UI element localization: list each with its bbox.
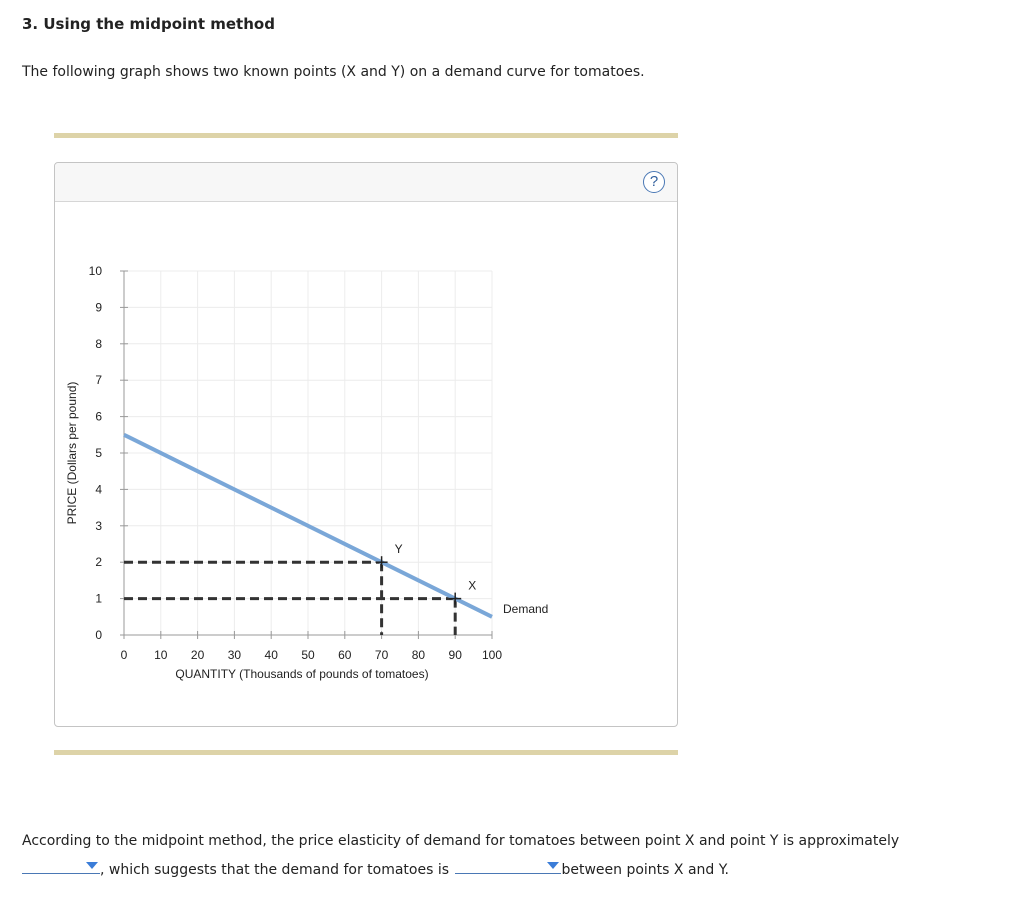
x-tick-label: 20: [190, 648, 205, 662]
bottom-divider: [54, 750, 678, 755]
top-divider: [54, 133, 678, 138]
y-tick-label: 5: [95, 446, 102, 460]
y-tick-label: 9: [95, 300, 102, 315]
x-tick-label: 100: [481, 648, 503, 662]
y-tick-label: 4: [95, 482, 102, 497]
y-tick-label: 6: [95, 409, 102, 424]
x-tick-label: 50: [301, 648, 315, 662]
intro-text: The following graph shows two known points (X and Y) on a demand curve for tomatoes.: [22, 64, 645, 80]
y-axis-title: PRICE (Dollars per pound): [65, 381, 79, 525]
y-tick-label: 7: [95, 373, 102, 388]
y-tick-label: 8: [95, 336, 102, 351]
help-button[interactable]: ?: [643, 171, 665, 193]
x-tick-label: 60: [338, 648, 352, 662]
y-tick-label: 2: [95, 555, 102, 570]
chevron-down-icon: [86, 862, 98, 869]
demand-type-dropdown[interactable]: [455, 855, 561, 874]
question-text: [22, 828, 1012, 884]
question-part3: between points X and Y.: [561, 862, 729, 878]
y-tick-label: 0: [95, 628, 102, 642]
chevron-down-icon: [547, 862, 559, 869]
x-tick-label: 70: [374, 648, 389, 662]
graph-panel: [54, 162, 678, 727]
x-tick-label: 10: [154, 648, 168, 662]
demand-curve-label: Demand: [503, 601, 549, 616]
point-label-x: X: [468, 578, 477, 593]
x-tick-label: 80: [411, 648, 426, 662]
y-tick-label: 3: [95, 518, 102, 533]
x-tick-label: 30: [227, 648, 242, 662]
question-heading: 3. Using the midpoint method: [22, 15, 275, 33]
elasticity-dropdown[interactable]: [22, 855, 100, 874]
point-label-y: Y: [394, 542, 403, 557]
y-tick-label: 10: [88, 264, 102, 278]
question-part2: , which suggests that the demand for tomatoes is: [100, 862, 450, 878]
x-axis-title: QUANTITY (Thousands of pounds of tomatoes): [175, 667, 429, 681]
demand-chart: [55, 163, 677, 726]
question-part1: According to the midpoint method, the price elasticity of demand for tomatoes between point X and point Y is approximately: [22, 833, 900, 849]
x-tick-label: 0: [120, 648, 128, 662]
x-tick-label: 90: [448, 648, 462, 662]
y-tick-label: 1: [95, 591, 102, 606]
x-tick-label: 40: [264, 648, 278, 662]
